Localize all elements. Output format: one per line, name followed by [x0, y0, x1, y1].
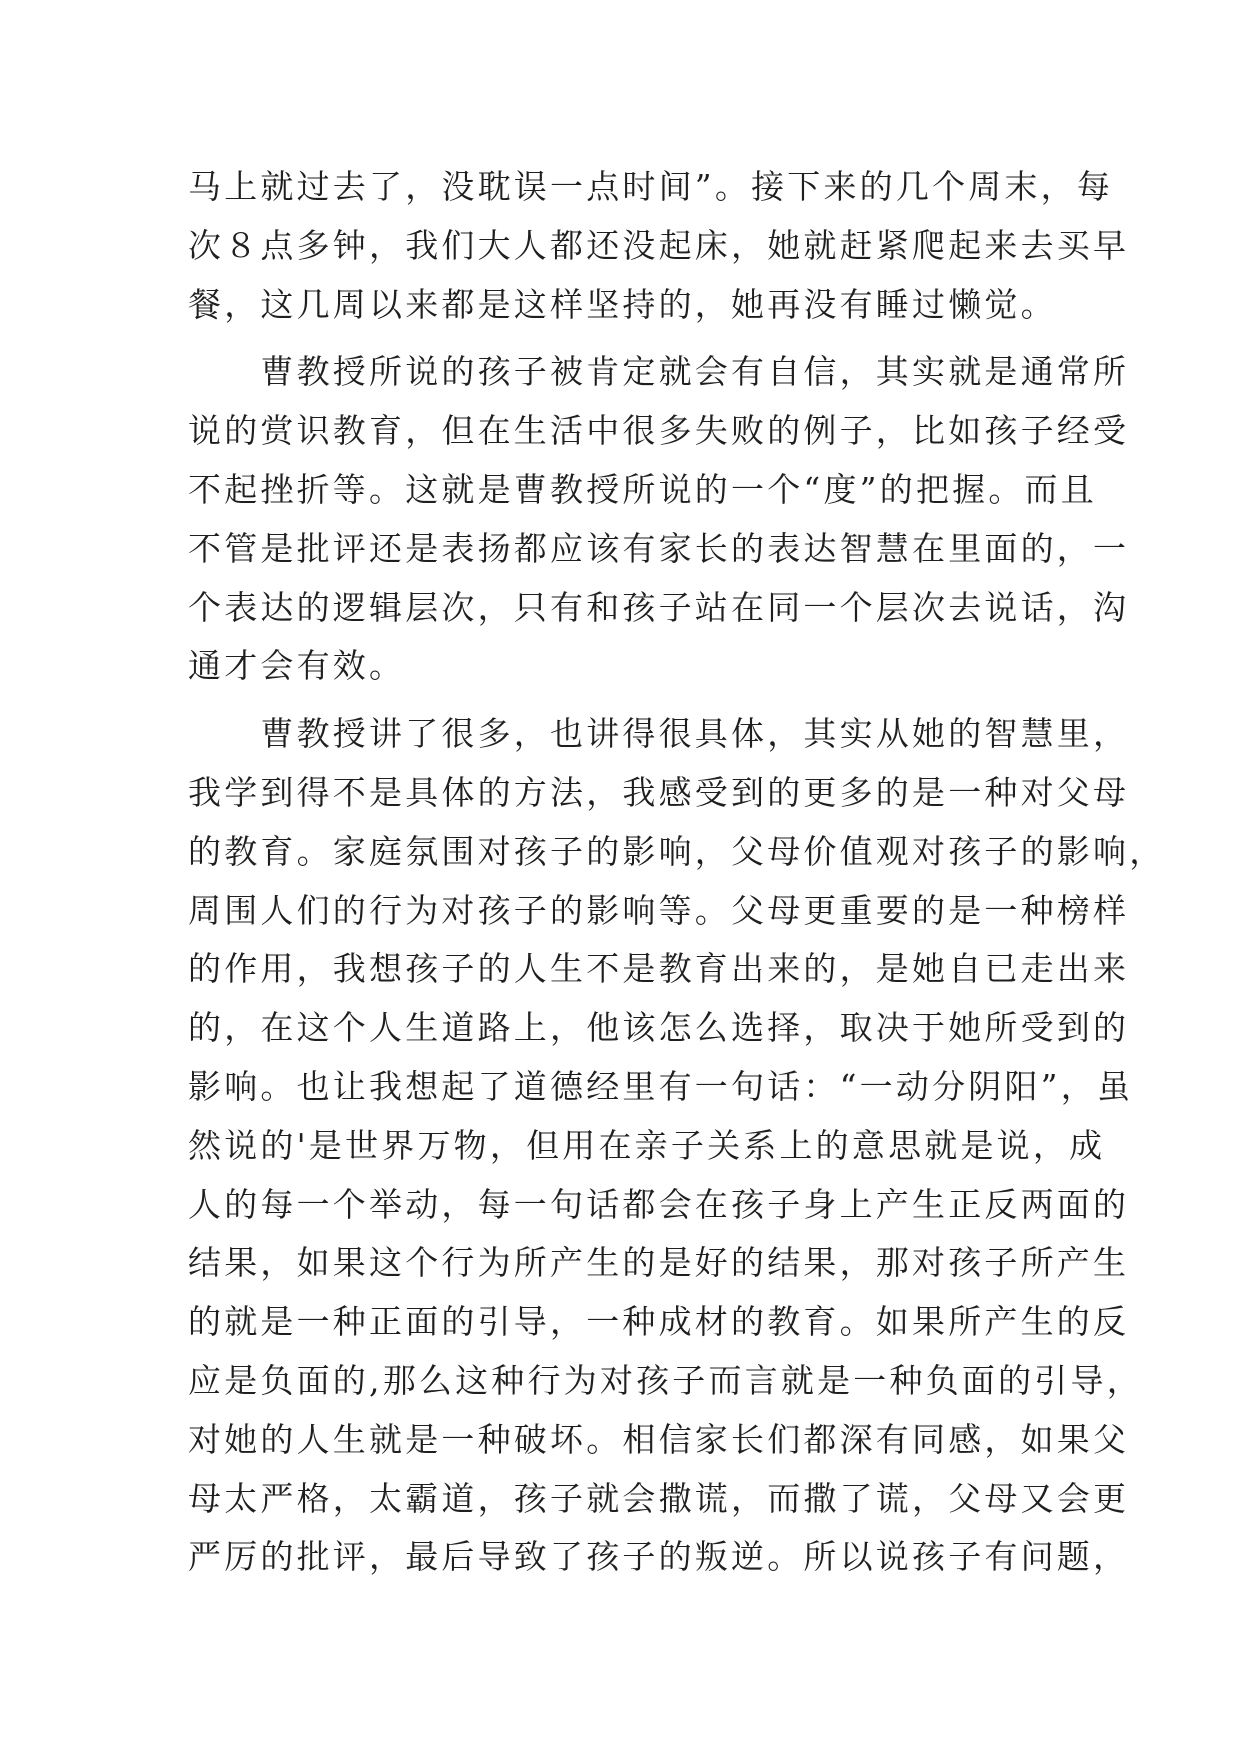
paragraph-gap	[188, 696, 1068, 705]
text-line: 通才会有效。	[188, 646, 406, 686]
paragraph	[188, 705, 1166, 1587]
text-line: 不起挫折等。这就是曹教授所说的一个“度”的把握。而且	[188, 469, 1097, 509]
text-line: 母太严格，太霸道，孩子就会撒谎，而撒了谎，父母又会更	[188, 1478, 1130, 1518]
text-line: 说的赏识教育，但在生活中很多失败的例子，比如孩子经受	[188, 411, 1130, 451]
paragraph-gap	[188, 334, 1068, 343]
text-line: 的教育。家庭氛围对孩子的影响，父母价值观对孩子的影响，	[188, 831, 1166, 871]
text-line: 马上就过去了，没耽误一点时间”。接下来的几个周末，每	[188, 167, 1114, 206]
text-line: 个表达的逻辑层次，只有和孩子站在同一个层次去说话，沟	[188, 587, 1130, 627]
text-line: 严厉的批评，最后导致了孩子的叛逆。所以说孩子有问题，	[188, 1537, 1130, 1577]
text-line: 结果，如果这个行为所产生的是好的结果，那对孩子所产生	[188, 1243, 1130, 1283]
text-line: 影响。也让我想起了道德经里有一句话：“一动分阴阳”，虽	[188, 1066, 1134, 1106]
paragraph	[188, 158, 1130, 334]
text-line: 我学到得不是具体的方法，我感受到的更多的是一种对父母	[188, 772, 1130, 812]
document-body	[188, 158, 1166, 1587]
paragraph	[188, 343, 1130, 696]
text-line: 曹教授讲了很多，也讲得很具体，其实从她的智慧里，	[188, 714, 1130, 754]
text-line: 然说的'是世界万物，但用在亲子关系上的意思就是说，成	[188, 1125, 1106, 1165]
text-line: 曹教授所说的孩子被肯定就会有自信，其实就是通常所	[188, 352, 1130, 392]
text-line: 的，在这个人生道路上，他该怎么选择，取决于她所受到的	[188, 1008, 1130, 1048]
text-line: 餐，这几周以来都是这样坚持的，她再没有睡过懒觉。	[188, 284, 1057, 324]
text-line: 人的每一个举动，每一句话都会在孩子身上产生正反两面的	[188, 1184, 1130, 1224]
text-line: 次８点多钟，我们大人都还没起床，她就赶紧爬起来去买早	[188, 225, 1130, 265]
text-line: 对她的人生就是一种破坏。相信家长们都深有同感，如果父	[188, 1419, 1130, 1459]
text-line: 的作用，我想孩子的人生不是教育出来的，是她自已走出来	[188, 949, 1130, 989]
text-line: 应是负面的,那么这种行为对孩子而言就是一种负面的引导，	[188, 1360, 1143, 1400]
text-line: 不管是批评还是表扬都应该有家长的表达智慧在里面的，一	[188, 528, 1130, 568]
text-line: 的就是一种正面的引导，一种成材的教育。如果所产生的反	[188, 1302, 1130, 1342]
text-line: 周围人们的行为对孩子的影响等。父母更重要的是一种榜样	[188, 890, 1130, 930]
